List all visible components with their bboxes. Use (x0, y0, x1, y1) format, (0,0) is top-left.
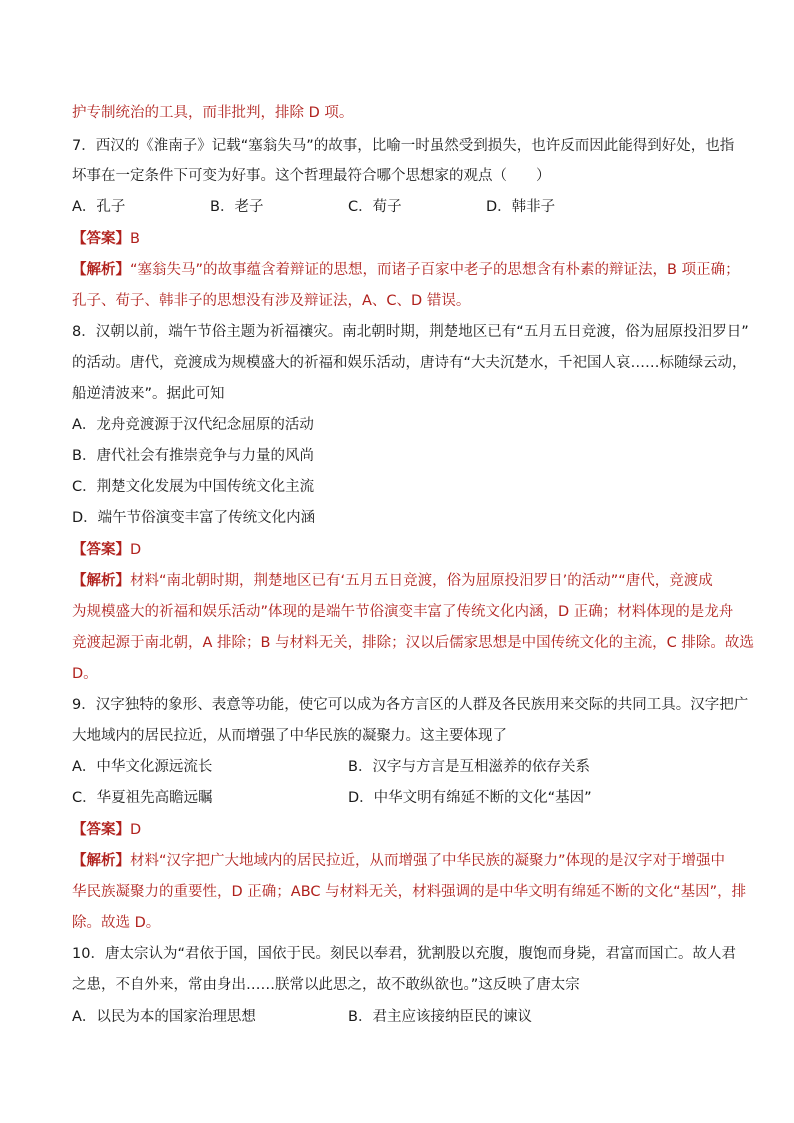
answer-tag: 【答案】 (72, 231, 130, 247)
q8-option-c: C．荆楚文化发展为中国传统文化主流 (72, 479, 315, 495)
q10-stem-line-1: 10．唐太宗认为“君依于国，国依于民。刻民以奉君，犹割股以充腹，腹饱而身毙，君富而国亡。故人君 (72, 946, 736, 962)
q7-stem-line-2: 坏事在一定条件下可变为好事。这个哲理最符合哪个思想家的观点（ ） (72, 168, 551, 184)
q9-option-a: A．中华文化源远流长 (72, 759, 213, 775)
q9-stem-line-2: 大地域内的居民拉近，从而增强了中华民族的凝聚力。这主要体现了 (72, 728, 507, 744)
q8-option-a: A．龙舟竞渡源于汉代纪念屈原的活动 (72, 417, 314, 433)
q7-option-b: B．老子 (210, 199, 264, 215)
q9-option-d: D．中华文明有绵延不断的文化“基因” (348, 790, 592, 806)
q7-stem-line-1: 7．西汉的《淮南子》记载“塞翁失马”的故事，比喻一时虽然受到损失，也许反而因此能得到好处，也指 (72, 138, 735, 154)
q7-option-a: A．孔子 (72, 199, 126, 215)
q10-stem-line-2: 之患，不自外来，常由身出……朕常以此思之，故不敢纵欲也。”这反映了唐太宗 (72, 977, 580, 993)
q9-stem-line-1: 9．汉字独特的象形、表意等功能，使它可以成为各方言区的人群及各民族用来交际的共同工具。汉字把广 (72, 697, 749, 713)
q9-option-c: C．华夏祖先高瞻远瞩 (72, 790, 213, 806)
analysis-tag: 【解析】 (72, 262, 130, 278)
q7-options (72, 197, 732, 217)
q8-option-d: D．端午节俗演变丰富了传统文化内涵 (72, 510, 316, 526)
q9-option-b: B．汉字与方言是互相滋养的依存关系 (348, 759, 590, 775)
q7-analysis-line-1: 【解析】“塞翁失马”的故事蕴含着辩证的思想，而诸子百家中老子的思想含有朴素的辩证法，B 项正确； (72, 262, 740, 278)
q8-analysis-line-1: 【解析】材料“南北朝时期，荆楚地区已有‘五月五日竞渡，俗为屈原投汨罗日’的活动”“唐代，竞渡成 (72, 573, 713, 589)
answer-tag: 【答案】 (72, 822, 130, 838)
analysis-tag: 【解析】 (72, 573, 130, 589)
q9-options-row-2 (72, 788, 732, 808)
q7-answer (72, 229, 732, 249)
prev-analysis-tail: 护专制统治的工具，而非批判，排除 D 项。 (72, 105, 354, 121)
q9-answer-value: D (130, 822, 142, 838)
q10-options-row-1 (72, 1007, 732, 1027)
q8-option-b: B．唐代社会有推崇竞争与力量的风尚 (72, 448, 314, 464)
q10-option-b: B．君主应该接纳臣民的谏议 (348, 1009, 532, 1025)
q8-stem-line-1: 8．汉朝以前，端午节俗主题为祈福禳灾。南北朝时期，荆楚地区已有“五月五日竞渡，俗为屈原投汨罗日” (72, 324, 749, 340)
q9-analysis-line-2: 华民族凝聚力的重要性，D 正确；ABC 与材料无关，材料强调的是中华文明有绵延不断的文化“基因”，排 (72, 884, 747, 900)
q8-stem-line-3: 船逆清波来”。据此可知 (72, 386, 225, 402)
q10-option-a: A．以民为本的国家治理思想 (72, 1009, 256, 1025)
q8-answer-value: D (130, 542, 142, 558)
analysis-tag: 【解析】 (72, 853, 130, 869)
q9-options-row-1 (72, 757, 732, 777)
q9-answer (72, 820, 732, 840)
q8-analysis-line-4: D。 (72, 666, 98, 682)
q7-analysis-line-2: 孔子、荀子、韩非子的思想没有涉及辩证法，A、C、D 错误。 (72, 293, 471, 309)
q8-analysis-line-3: 竞渡起源于南北朝，A 排除；B 与材料无关，排除；汉以后儒家思想是中国传统文化的主流，C 排除。故选 (72, 635, 754, 651)
q8-analysis-line-2: 为规模盛大的祈福和娱乐活动”体现的是端午节俗演变丰富了传统文化内涵，D 正确；材料体现的是龙舟 (72, 604, 734, 620)
q9-analysis-line-3: 除。故选 D。 (72, 915, 161, 931)
q8-answer (72, 540, 732, 560)
q7-option-c: C．荀子 (348, 199, 402, 215)
q8-stem-line-2: 的活动。唐代，竞渡成为规模盛大的祈福和娱乐活动，唐诗有“大夫沉楚水，千祀国人哀……标随绿云动， (72, 355, 747, 371)
answer-tag: 【答案】 (72, 542, 130, 558)
q9-analysis-line-1: 【解析】材料“汉字把广大地域内的居民拉近，从而增强了中华民族的凝聚力”体现的是汉字对于增强中 (72, 853, 726, 869)
q7-option-d: D．韩非子 (486, 199, 556, 215)
q7-answer-value: B (130, 231, 140, 247)
